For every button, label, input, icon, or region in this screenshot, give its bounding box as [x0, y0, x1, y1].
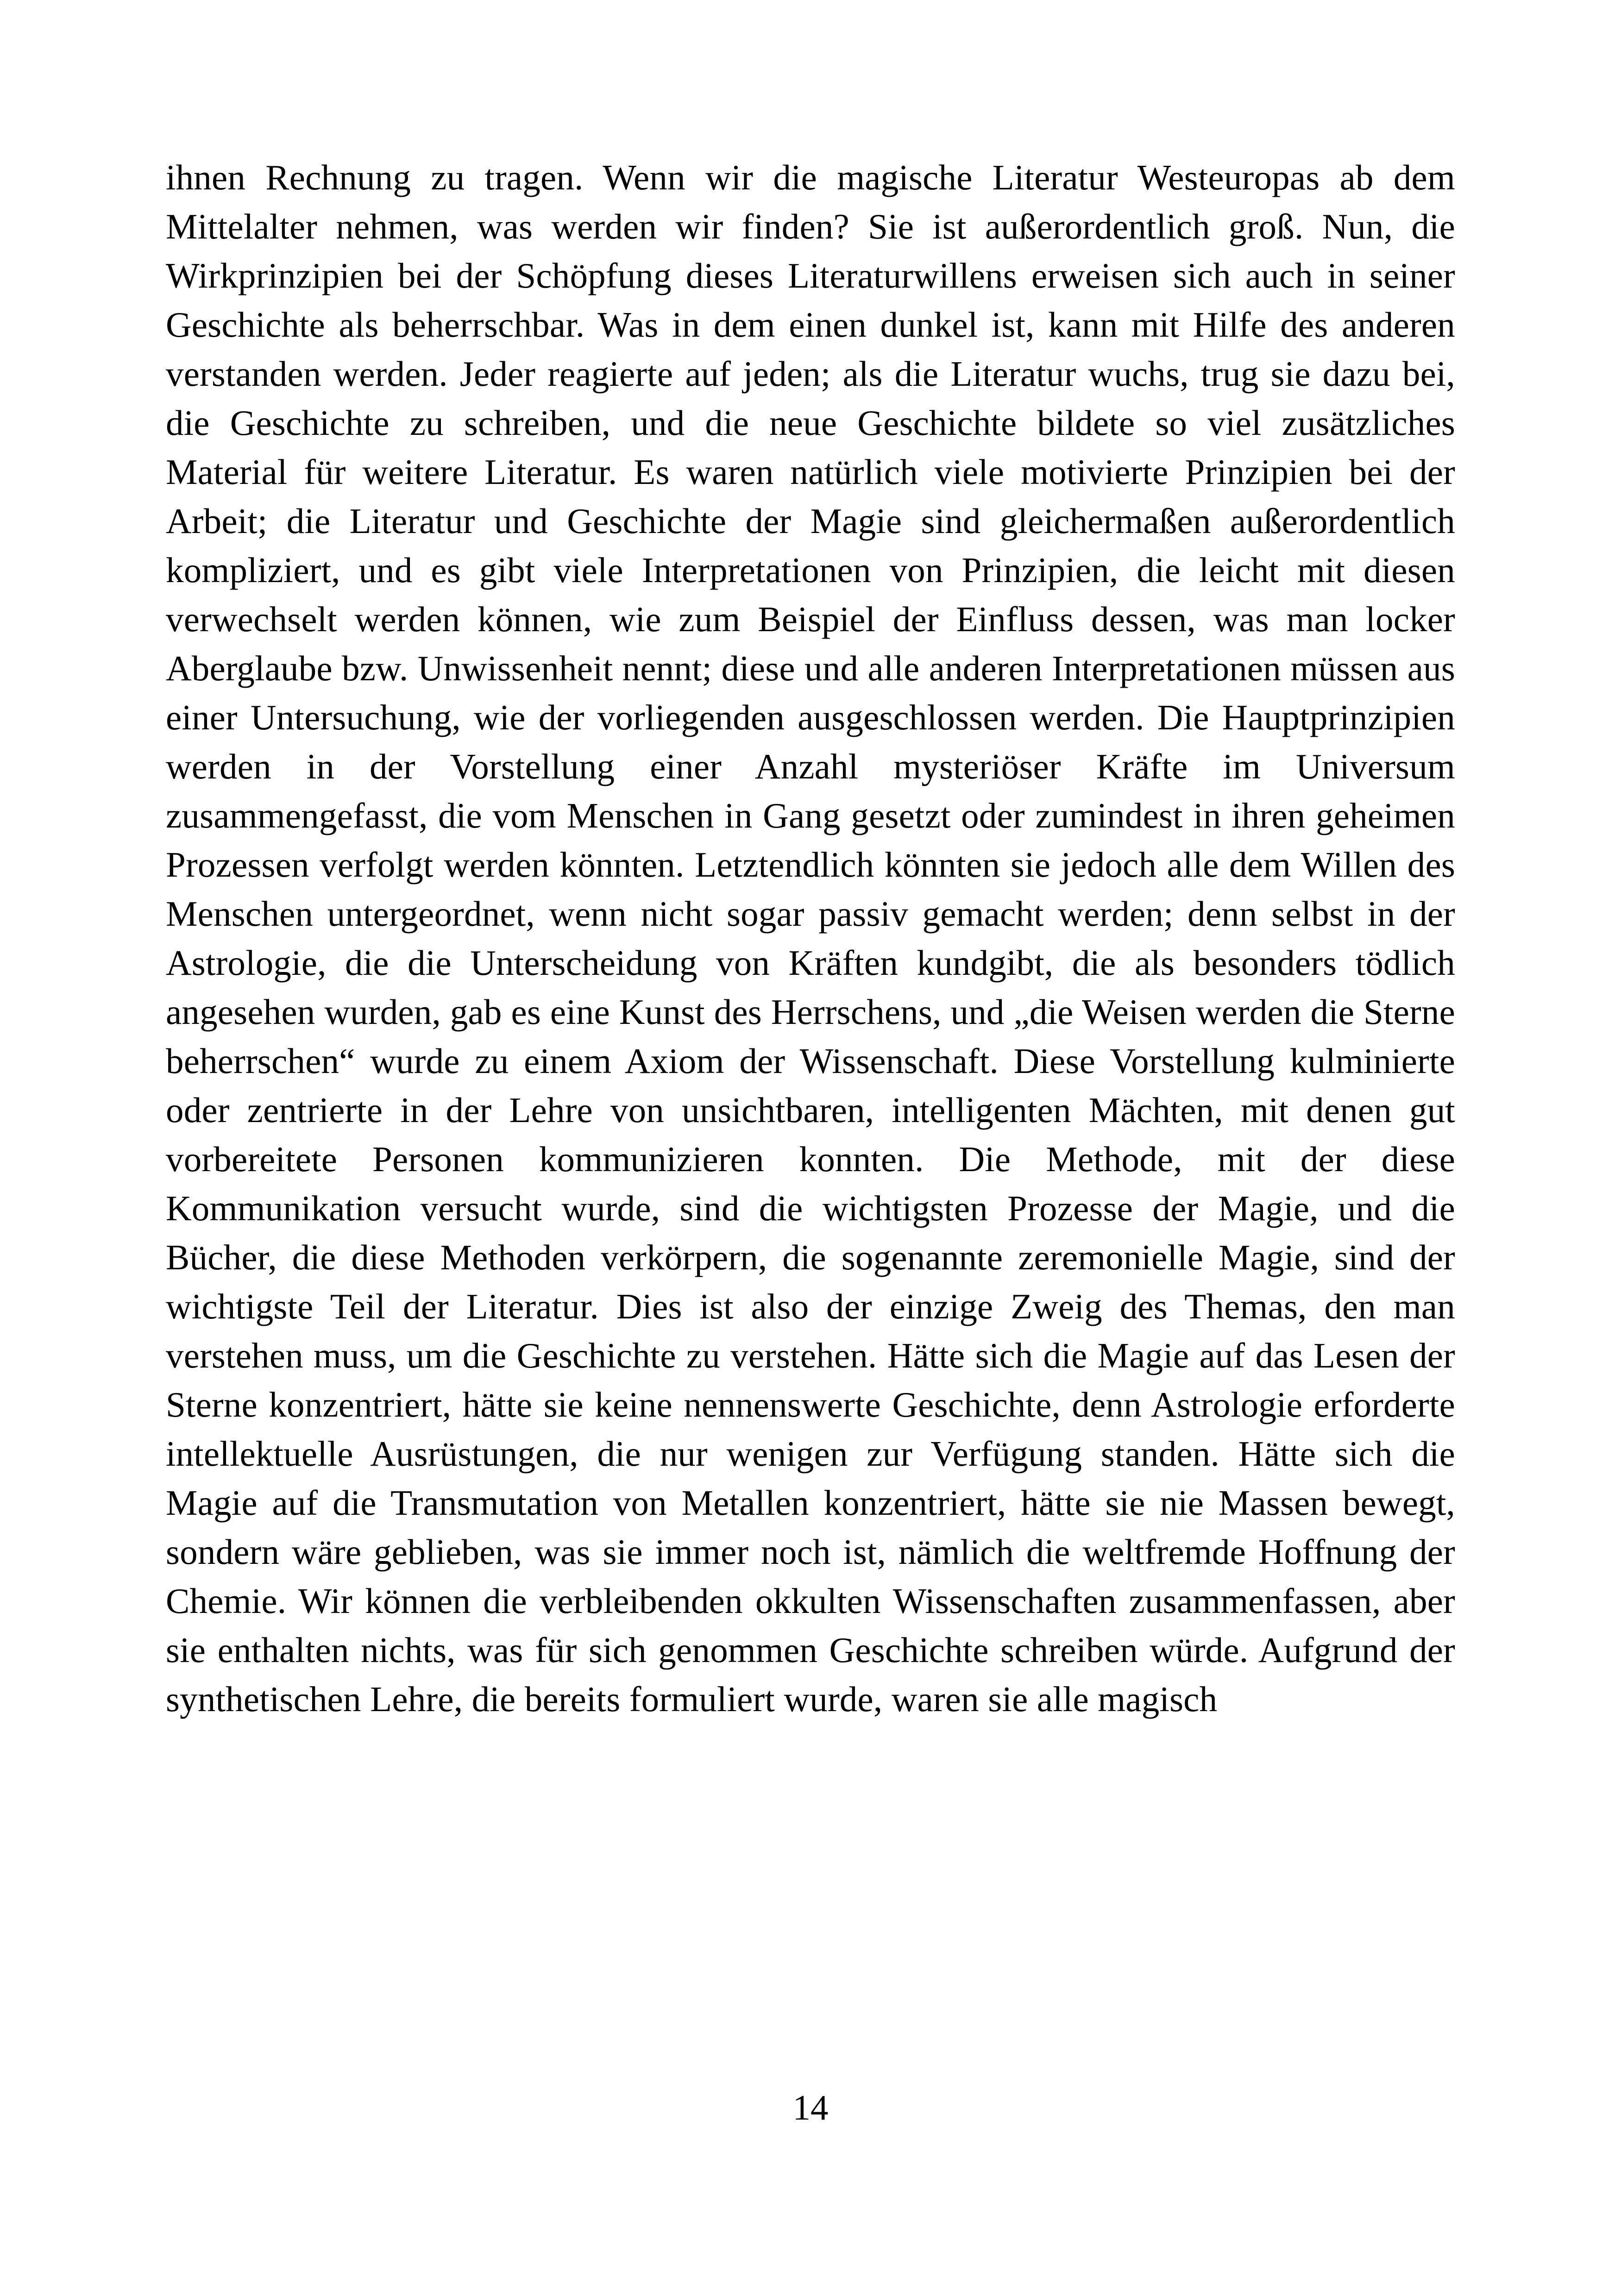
- body-paragraph: ihnen Rechnung zu tragen. Wenn wir die magische Literatur Westeuropas ab dem Mittelalter nehmen, was werden wir finden? Sie ist außerordentlich groß. Nun, die Wirkprinzipien bei der Schöpfung dieses Literaturwillens erweisen sich auch in seiner Geschichte als beherrschbar. Was in dem einen dunkel ist, kann mit Hilfe des anderen verstanden werden. Jeder reagierte auf jeden; als die Literatur wuchs, trug sie dazu bei, die Geschichte zu schreiben, und die neue Geschichte bildete so viel zusätzliches Material für weitere Literatur. Es waren natürlich viele motivierte Prinzipien bei der Arbeit; die Literatur und Geschichte der Magie sind gleichermaßen außerordentlich kompliziert, und es gibt viele Interpretationen von Prinzipien, die leicht mit diesen verwechselt werden können, wie zum Beispiel der Einfluss dessen, was man locker Aberglaube bzw. Unwissenheit nennt; diese und alle anderen Interpretationen müssen aus einer Untersuchung, wie der vorliegenden ausgeschlossen werden. Die Hauptprinzipien werden in der Vorstellung einer Anzahl mysteriöser Kräfte im Universum zusammengefasst, die vom Menschen in Gang gesetzt oder zumindest in ihren geheimen Prozessen verfolgt werden könnten. Letztendlich könnten sie jedoch alle dem Willen des Menschen untergeordnet, wenn nicht sogar passiv gemacht werden; denn selbst in der Astrologie, die die Unterscheidung von Kräften kundgibt, die als besonders tödlich angesehen wurden, gab es eine Kunst des Herrschens, und „die Weisen werden die Sterne beherrschen“ wurde zu einem Axiom der Wissenschaft. Diese Vorstellung kulminierte oder zentrierte in der Lehre von unsichtbaren, intelligenten Mächten, mit denen gut vorbereitete Personen kommunizieren konnten. Die Methode, mit der diese Kommunikation versucht wurde, sind die wichtigsten Prozesse der Magie, und die Bücher, die diese Methoden verkörpern, die sogenannte zeremonielle Magie, sind der wichtigste Teil der Literatur. Dies ist also der einzige Zweig des Themas, den man verstehen muss, um die Geschichte zu verstehen. Hätte sich die Magie auf das Lesen der Sterne konzentriert, hätte sie keine nennenswerte Geschichte, denn Astrologie erforderte intellektuelle Ausrüstungen, die nur wenigen zur Verfügung standen. Hätte sich die Magie auf die Transmutation von Metallen konzentriert, hätte sie nie Massen bewegt, sondern wäre geblieben, was sie immer noch ist, nämlich die weltfremde Hoffnung der Chemie. Wir können die verbleibenden okkulten Wissenschaften zusammenfassen, aber sie enthalten nichts, was für sich genommen Geschichte schreiben würde. Aufgrund der synthetischen Lehre, die bereits formuliert wurde, waren sie alle magisch: [166, 157, 1455, 1719]
- page-number: 14: [792, 2088, 829, 2127]
